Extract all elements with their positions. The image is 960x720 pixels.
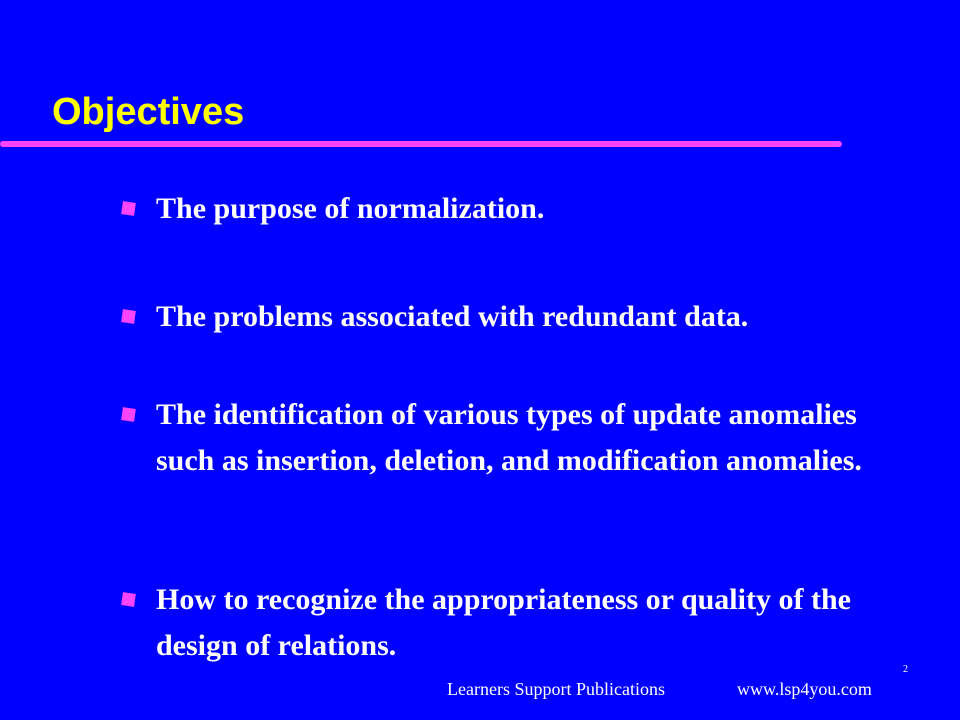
square-bullet-icon — [121, 592, 136, 607]
footer-publisher: Learners Support Publications — [447, 679, 665, 699]
square-bullet-icon — [121, 201, 136, 216]
bullet-text: How to recognize the appropriateness or quality of the design of relations. — [156, 583, 851, 662]
title-underline — [0, 141, 842, 147]
square-bullet-icon — [121, 407, 136, 422]
slide-title: Objectives — [52, 91, 245, 133]
page-number: 2 — [903, 664, 908, 675]
square-bullet-icon — [121, 309, 136, 324]
footer-url: www.lsp4you.com — [737, 679, 872, 699]
bullet-text: The identification of various types of update anomalies such as insertion, deletion, and modification anomalies. — [156, 398, 862, 477]
bullet-text: The problems associated with redundant data. — [156, 300, 749, 333]
bullet-text: The purpose of normalization. — [156, 192, 545, 225]
